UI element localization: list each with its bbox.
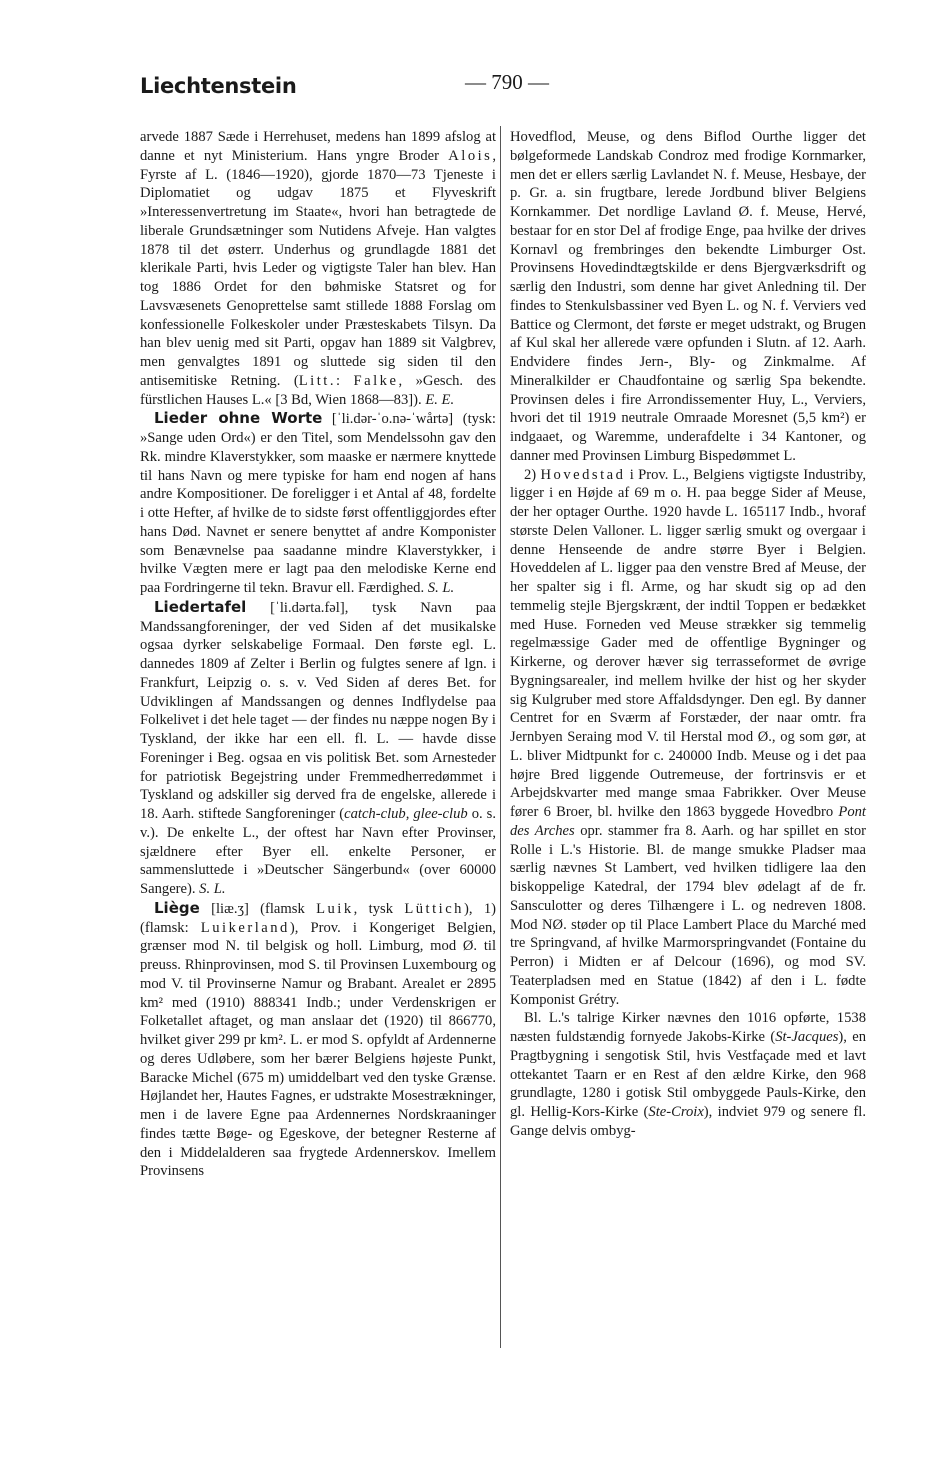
author-signature: E. E. bbox=[425, 391, 455, 408]
entry-liedertafel: Liedertafel [ˈli.dərta.fəl], tysk Navn paa Mandssangforeninger, der ved Siden af det musikalske ogsaa dyrker selskabelige Formaal. Den første egl. L. dannedes 1809 af Zelter i Berlin og fulgtes senere af lgn. i Frankfurt, Leipzig o. s. v. Ved Siden af deres Bet. for Udviklingen af Mandssangen og dennes Indflydelse paa Folkelivet i det hele taget — der findes nu næppe nogen By i Tyskland, der ikke har een ell. fl. L. — havde disse Foreninger i Beg. ogsaa en vis politisk Bet. som Arnesteder for patriotisk Begejstring under Fremmedherredømmet i Tyskland og adskiller sig derved fra de engelske, allerede i 18. Aarh. stiftede Sangforeninger (catch-club, glee-club o. s. v.). De enkelte L., der oftest har Navn efter Provinser, sjældnere efter Byer ell. enkelte Personer, er sammensluttede i »Deutscher Sängerbund« (over 60000 Sangere). S. L. bbox=[140, 597, 496, 897]
entry-liege-province-continued: Hovedflod, Meuse, og dens Biflod Ourthe ligger det bølgeformede Landskab Condroz med frodige Kornmarker, men det er ellers særlig Lavlandet N. f. Meuse, Hesbaye, der p. Gr. a. sin frugtbare, lerede Jordbund bliver Belgiens Kornkammer. Det nordlige Lavland Ø. f. Meuse, Hervé, bestaar for en stor Del af frodige Enge, paa hvilke der drives Kornavl og frembringes den bekendte Limburger Ost. Provinsens Hovedindtægtskilde er dens Bjergværksdrift og særlig den Industri, som denne har givet Anledning til. Der findes to Stenkulsbassiner ved Byen L. og N. f. Verviers ved Battice og Clermont, det første er meget udstrakt, og Brugen af Kul skal her allerede være opfunden i Slutn. af 12. Aarh. Endvidere findes Jern-, Bly- og Zinkmalme. Af Mineralkilder er Chaudfontaine og særlig Spa bekendte. Provinsen deles i fire Arrondissementer Huy, L., Verviers, hvori det til 1919 neutrale Omraade Moresnet (5,5 km²) er indgaaet, og Waremme, underafdelte i 34 Kantoner, og danner med Provinsen Limburg Bispedømmet L. bbox=[510, 129, 866, 464]
entry-liechtenstein-continued: arvede 1887 Sæde i Herrehuset, medens han 1899 afslog at danne et nyt Ministerium. Hans yngre Broder Alois, Fyrste af L. (1846—1920), gjorde 1870—73 Tjeneste i Diplomatiet og udgav 1875 et Flyveskrift »Interessenvertretung im Staate«, hvori han betragtede de liberale Grundsætninger som Nutidens Afveje. Han valgtes 1878 til det østerr. Underhus og grundlagde 1881 det klerikale Parti, hvis Leder og vigtigste Taler han blev. Han tog 1886 Ordet for den bøhmiske Statsret og for Lavsvæsenets Genoprettelse samt stillede 1888 Forslag om konfessionelle Folkeskoler under Præsteskabets Tilsyn. Da han blev uenig med sit Parti, opgav han 1889 sit Valgbrev, men genvalgtes 1891 og sluttede sig siden til den antisemitiske Retning. (Litt.: Falke, »Gesch. des fürstlichen Hauses L.« [3 Bd, Wien 1868—83]). E. E. bbox=[140, 129, 496, 408]
entry-headword: Lieder ohne Worte bbox=[154, 409, 323, 428]
page-number: — 790 — bbox=[465, 70, 549, 94]
author-signature: S. L. bbox=[427, 580, 455, 596]
running-head: Liechtenstein bbox=[140, 74, 297, 98]
entry-liege: Liège [liæ.ʒ] (flamsk Luik, tysk Lüttich), 1) (flamsk: Luikerland), Prov. i Kongeriget Belgien, grænser mod N. til belgisk og holl. Limburg, mod Ø. til preuss. Rhinprovinsen, mod S. til Provinsen Luxembourg og mod V. til Provinserne Namur og Brabant. Arealet er 2895 km² med (1910) 888341 Indb.; under Verdenskrigen er Folketallet aftaget, og man anslaar det (1920) til 866770, hvilket giver 299 pr km². L. er mod S. opfyldt af Ardennerne og deres Udløbere, som her bærer Belgiens højeste Punkt, Baracke Michel (675 m) umiddelbart ved den tyske Grænse. Højlandet her, Hautes Fagnes, er udstrakte Mosestrækninger, men i de lavere Egne paa Ardennernes Nordskraaninger findes tætte Bøge- og Egeskove, der betegner Resterne af den i Middelalderen saa frygtede Ardennerskov. Imellem Provinsens bbox=[140, 898, 496, 1180]
column-divider bbox=[500, 126, 501, 1348]
left-column bbox=[140, 128, 496, 1181]
right-column bbox=[510, 128, 866, 1141]
entry-lieder-ohne-worte: Lieder ohne Worte [ˈli.dər-ˈo.nə-ˈwårtə] (tysk: »Sange uden Ord«) er den Titel, som Mendelssohn gav den Rk. mindre Klaverstykker, som maaske er nærmere knyttede til hans Navn og mere typiske for ham end nogen af hans andre Kompositioner. De foreligger i et Antal af 48, fordelte i otte Hefter, af hvilke de to sidste først offentliggjordes efter hans Død. Navnet er senere benyttet af andre Komponister som Benævnelse paa saadanne mindre Klaverstykker, i hvilke Vægten mere er lagt paa den melodiske Kerne end paa Fordringerne til tekn. Bravur ell. Færdighed. S. L. bbox=[140, 409, 496, 596]
author-signature: S. L. bbox=[199, 881, 226, 897]
entry-liege-city: 2) Hovedstad i Prov. L., Belgiens vigtigste Industriby, ligger i en Højde af 69 m o. H. paa begge Sider af Meuse, der her optager Ourthe. 1920 havde L. 165117 Indb., hvoraf største Delen Valloner. L. ligger særlig smukt og overgaar i denne Henseende de andre større Byer i Belgien. Hoveddelen af L. ligger paa den venstre Bred af Meuse, der her spalter sig i fl. Arme, og har skudt sig op ad den temmelig stejle Bjergskrænt, der indtil Toppen er bedækket med Huse. Forneden ved Meuse strækker sig temmelig regelmæssige Gader med de offentlige Bygninger og Kirkerne, og derover hæver sig terrasseformet de øvrige Bygningsarealer, ind mellem hvilke der hist og her skyder sig Kulgruber med store Affaldsdynger. Den egl. By danner Centret for en Sværm af Forstæder, der naar omtr. fra Jernbyen Seraing mod V. til Herstal mod Ø., og som gør, at L. bliver Midtpunkt for c. 240000 Indb. Meuse og i det paa højre Bred liggende Outremeuse, der fortrinsvis er et Arbejdskvarter med mange smaa Fabrikker. Over Meuse fører 6 Broer, bl. hvilke den 1863 byggede Hovedbro Pont des Arches opr. stammer fra 8. Aarh. og har spillet en stor Rolle i L.'s Historie. Bl. de mange smukke Pladser maa særlig nævnes St Lambert, ved hvilken tidligere laa den biskoppelige Katedral, der 1794 blev ødelagt af de fr. Sansculotter og deres Tilhængere i L. og nedreven 1808. Mod NØ. støder op til Place Lambert Place du Marché med tre Springvand, af hvilke Marmorspringvandet (Fontaine du Perron) i Midten er af Delcour (1696), og mod SV. Teaterpladsen med en Statue (1842) af den i L. fødte Komponist Grétry. bbox=[510, 466, 866, 1008]
entry-liege-churches: Bl. L.'s talrige Kirker nævnes den 1016 opførte, 1538 næsten fuldstændig fornyede Jakobs-Kirke (St-Jacques), en Pragtbygning i sengotisk Stil, hvis Vestfaçade med et lavt ottekantet Taarn er en Rest af den ældre Kirke, den 968 grundlagte, 1280 i gotisk Stil ombyggede Pauls-Kirke, den gl. Hellig-Kors-Kirke (Ste-Croix), indviet 979 og senere fl. Gange delvis ombyg- bbox=[510, 1010, 867, 1139]
entry-headword: Liège bbox=[154, 898, 200, 917]
page-header bbox=[140, 68, 790, 104]
entry-headword: Liedertafel bbox=[154, 597, 247, 616]
